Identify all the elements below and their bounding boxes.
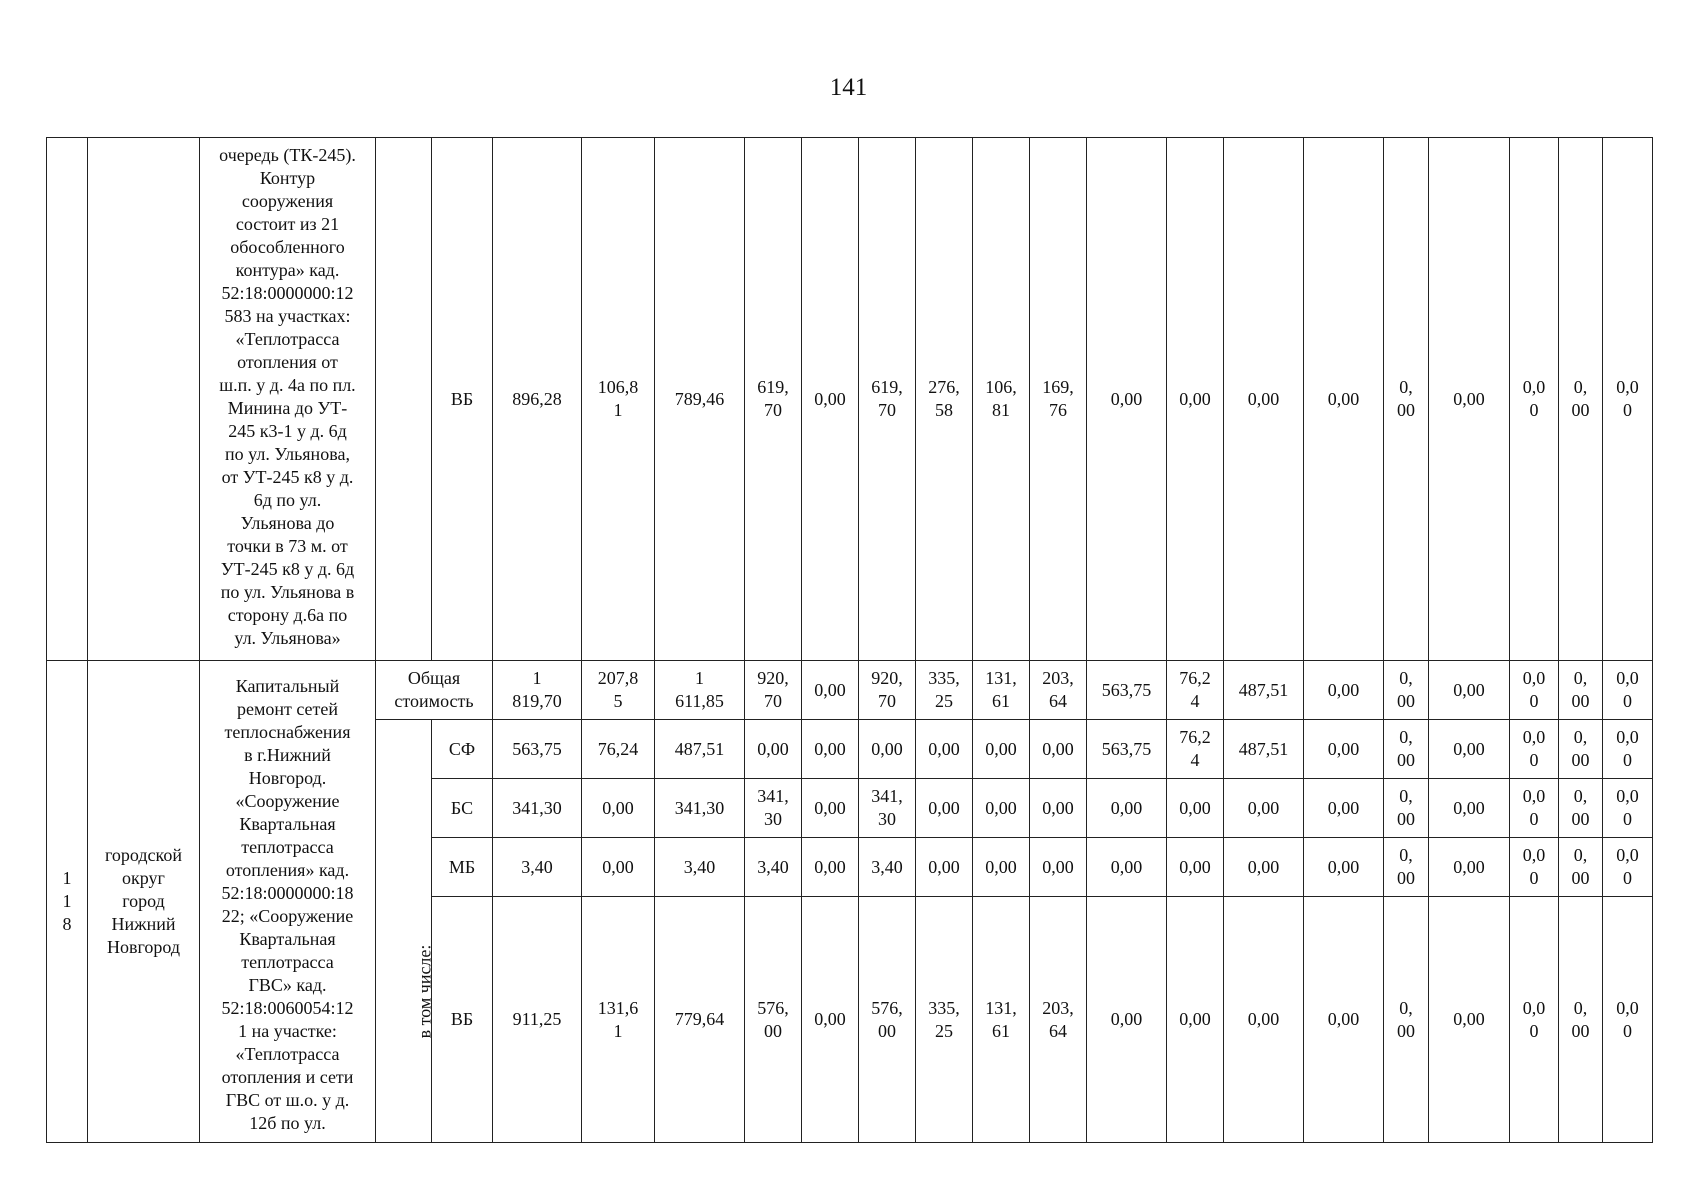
value-cell: 0,00 — [1087, 897, 1167, 1143]
value-cell: 0, 00 — [1559, 897, 1603, 1143]
funding-source-cell: ВБ — [432, 897, 493, 1143]
value-cell: 131, 61 — [973, 661, 1030, 720]
page-number: 141 — [829, 74, 868, 101]
object-description-cell: очередь (ТК-245). Контур сооружения состоит из 21 обособленного контура» кад. 52:18:0000000:12 583 на участках: «Теплотрасса отопления от ш.п. у д. 4а по пл. Минина до УТ- 245 к3-1 у д. 6д по ул. Ульянова, от УТ-245 к8 у д. 6д по ул. Ульянова до точки в 73 м. от УТ-245 к8 у д. 6д по ул. Ульянова в сторону д.6а по ул. Ульянова» — [200, 138, 376, 661]
value-cell: 0,0 0 — [1603, 138, 1653, 661]
value-cell: 911,25 — [493, 897, 582, 1143]
value-cell: 0,00 — [802, 779, 859, 838]
value-cell: 341, 30 — [745, 779, 802, 838]
value-cell: 0,0 0 — [1603, 661, 1653, 720]
value-cell: 0,0 0 — [1510, 779, 1559, 838]
value-cell: 0,00 — [1030, 720, 1087, 779]
value-cell: 0,0 0 — [1510, 661, 1559, 720]
value-cell: 0,00 — [802, 720, 859, 779]
value-cell: 0,00 — [1167, 838, 1224, 897]
value-cell: 0,0 0 — [1603, 897, 1653, 1143]
including-label-cell — [376, 720, 435, 1143]
value-cell: 0, 00 — [1559, 779, 1603, 838]
value-cell: 3,40 — [655, 838, 745, 897]
value-cell: 0,00 — [1304, 897, 1384, 1143]
including-label: в том числе: — [414, 944, 435, 1038]
value-cell: 0,00 — [916, 838, 973, 897]
funding-source-cell: БС — [432, 779, 493, 838]
value-cell: 276, 58 — [916, 138, 973, 661]
value-cell: 131, 61 — [973, 897, 1030, 1143]
value-cell: 3,40 — [859, 838, 916, 897]
value-cell: 0,00 — [582, 779, 655, 838]
value-cell: 0,00 — [973, 838, 1030, 897]
value-cell: 0,00 — [1429, 661, 1510, 720]
value-cell: 0, 00 — [1384, 661, 1429, 720]
value-cell: 0,00 — [1429, 720, 1510, 779]
row-number-cell: 1 1 8 — [47, 661, 88, 1143]
value-cell: 779,64 — [655, 897, 745, 1143]
value-cell: 563,75 — [1087, 720, 1167, 779]
row-number-cell — [47, 138, 88, 661]
value-cell: 920, 70 — [745, 661, 802, 720]
value-cell: 169, 76 — [1030, 138, 1087, 661]
value-cell: 0,00 — [1304, 720, 1384, 779]
value-cell: 0,00 — [1030, 838, 1087, 897]
value-cell: 0,00 — [1224, 779, 1304, 838]
value-cell: 0,0 0 — [1510, 897, 1559, 1143]
value-cell: 76,24 — [582, 720, 655, 779]
value-cell: 0,00 — [1030, 779, 1087, 838]
funding-source-cell: ВБ — [432, 138, 493, 661]
value-cell: 563,75 — [493, 720, 582, 779]
value-cell: 0,00 — [1429, 897, 1510, 1143]
value-cell: 341,30 — [493, 779, 582, 838]
value-cell: 0,00 — [1167, 897, 1224, 1143]
value-cell: 0,00 — [1224, 897, 1304, 1143]
object-description-cell: Капитальный ремонт сетей теплоснабжения в г.Нижний Новгород. «Сооружение Квартальная теплотрасса отопления» кад. 52:18:0000000:18 22; «Сооружение Квартальная теплотрасса ГВС» кад. 52:18:0060054:12 1 на участке: «Теплотрасса отопления и сети ГВС от ш.о. у д. 12б по ул. — [200, 661, 376, 1143]
including-label-cell — [376, 138, 432, 661]
value-cell: 0,0 0 — [1603, 720, 1653, 779]
value-cell: 0,00 — [1429, 138, 1510, 661]
value-cell: 0,0 0 — [1603, 779, 1653, 838]
value-cell: 0, 00 — [1559, 720, 1603, 779]
value-cell: 3,40 — [493, 838, 582, 897]
value-cell: 0,0 0 — [1510, 138, 1559, 661]
value-cell: 0,00 — [973, 720, 1030, 779]
value-cell: 106, 81 — [973, 138, 1030, 661]
value-cell: 0,0 0 — [1510, 838, 1559, 897]
value-cell: 0,00 — [1087, 138, 1167, 661]
municipality-cell: городской округ город Нижний Новгород — [88, 661, 200, 1143]
value-cell: 3,40 — [745, 838, 802, 897]
value-cell: 0, 00 — [1559, 138, 1603, 661]
total-cost-label: Общая стоимость — [376, 661, 493, 720]
value-cell: 76,2 4 — [1167, 661, 1224, 720]
value-cell: 0, 00 — [1559, 661, 1603, 720]
value-cell: 0,00 — [1304, 661, 1384, 720]
value-cell: 487,51 — [1224, 661, 1304, 720]
value-cell: 619, 70 — [745, 138, 802, 661]
value-cell: 0,00 — [1224, 138, 1304, 661]
funding-source-cell: СФ — [432, 720, 493, 779]
value-cell: 0,00 — [1304, 838, 1384, 897]
value-cell: 0,00 — [1429, 838, 1510, 897]
funding-source-cell: МБ — [432, 838, 493, 897]
value-cell: 335, 25 — [916, 661, 973, 720]
value-cell: 0,00 — [1167, 779, 1224, 838]
value-cell: 203, 64 — [1030, 661, 1087, 720]
value-cell: 619, 70 — [859, 138, 916, 661]
value-cell: 76,2 4 — [1167, 720, 1224, 779]
value-cell: 563,75 — [1087, 661, 1167, 720]
value-cell: 1 819,70 — [493, 661, 582, 720]
value-cell: 0,00 — [1087, 838, 1167, 897]
value-cell: 335, 25 — [916, 897, 973, 1143]
table-row — [47, 138, 1653, 661]
value-cell: 0,00 — [802, 897, 859, 1143]
value-cell: 0,00 — [582, 838, 655, 897]
financing-table — [46, 137, 1653, 1143]
value-cell: 203, 64 — [1030, 897, 1087, 1143]
value-cell: 0, 00 — [1384, 720, 1429, 779]
value-cell: 106,8 1 — [582, 138, 655, 661]
value-cell: 0,00 — [1304, 138, 1384, 661]
value-cell: 341,30 — [655, 779, 745, 838]
value-cell: 341, 30 — [859, 779, 916, 838]
value-cell: 0,00 — [745, 720, 802, 779]
value-cell: 0, 00 — [1384, 779, 1429, 838]
value-cell: 487,51 — [655, 720, 745, 779]
value-cell: 0, 00 — [1384, 138, 1429, 661]
value-cell: 0,00 — [1224, 838, 1304, 897]
value-cell: 0,00 — [1304, 779, 1384, 838]
value-cell: 0,00 — [1087, 779, 1167, 838]
value-cell: 487,51 — [1224, 720, 1304, 779]
value-cell: 0,0 0 — [1510, 720, 1559, 779]
value-cell: 0,00 — [916, 720, 973, 779]
value-cell: 207,8 5 — [582, 661, 655, 720]
value-cell: 0,00 — [859, 720, 916, 779]
value-cell: 1 611,85 — [655, 661, 745, 720]
value-cell: 0,00 — [1167, 138, 1224, 661]
value-cell: 131,6 1 — [582, 897, 655, 1143]
value-cell: 576, 00 — [859, 897, 916, 1143]
value-cell: 0,00 — [802, 661, 859, 720]
value-cell: 920, 70 — [859, 661, 916, 720]
value-cell: 0,00 — [1429, 779, 1510, 838]
value-cell: 0,00 — [802, 838, 859, 897]
table-row-total — [47, 661, 1653, 720]
value-cell: 896,28 — [493, 138, 582, 661]
value-cell: 0, 00 — [1384, 838, 1429, 897]
value-cell: 0,00 — [916, 779, 973, 838]
municipality-cell — [88, 138, 200, 661]
value-cell: 0, 00 — [1384, 897, 1429, 1143]
value-cell: 0,00 — [802, 138, 859, 661]
value-cell: 576, 00 — [745, 897, 802, 1143]
value-cell: 789,46 — [655, 138, 745, 661]
value-cell: 0,0 0 — [1603, 838, 1653, 897]
value-cell: 0, 00 — [1559, 838, 1603, 897]
value-cell: 0,00 — [973, 779, 1030, 838]
